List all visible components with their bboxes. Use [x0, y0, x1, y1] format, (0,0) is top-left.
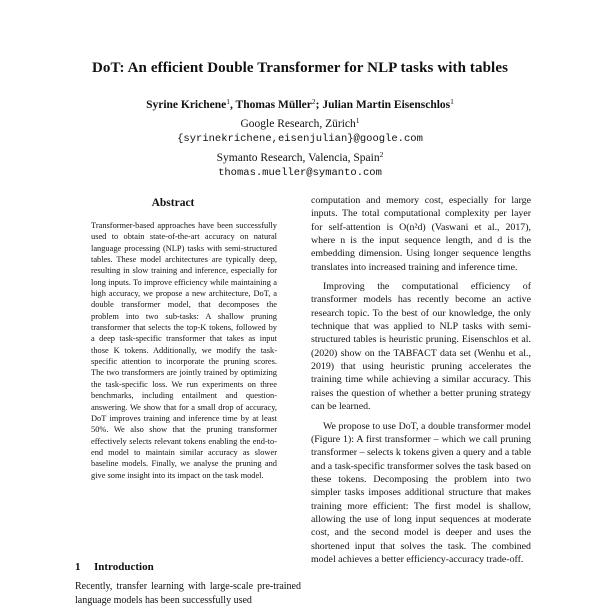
affiliation-mark: 2 [379, 150, 384, 159]
author-affiliation-mark: 1 [450, 97, 454, 106]
section-number: 1 [75, 561, 81, 573]
body-paragraph: computation and memory cost, especially for large inputs. The total computational complexity per layer for self-attention is O(n²d) (Vaswani et al., 2017), where n is the input sequence length, and d is the embedding dimension. Using longer sequence lengths translates into increased training and inference time. [311, 195, 531, 273]
author-affiliation-mark: 1 [226, 97, 230, 106]
intro-paragraph: Recently, transfer learning with large-scale pre-trained language models has been successfully used [75, 581, 301, 606]
affiliation-name: Symanto Research, Valencia, Spain [216, 152, 380, 164]
author-separator: , [229, 99, 236, 111]
abstract-heading: Abstract [151, 197, 195, 209]
right-column [311, 194, 531, 566]
author-separator: ; [315, 99, 323, 111]
body-paragraph: We propose to use DoT, a double transformer model (Figure 1): A first transformer – which we call pruning transformer – selects k tokens given a query and a table and a task-specific transformer solves the task based on these tokens. Decomposing the problem into two simpler tasks imposes additional structure that makes training more efficient: The first model is shallow, allowing the use of long input sequences at moderate cost, and the second model is deeper and uses the shortened input that solves the task. The combined model achieves a better efficiency-accuracy trade-off. [311, 420, 531, 565]
author-name: Thomas Müller [235, 99, 312, 111]
abstract-text: Transformer-based approaches have been successfully used to obtain state-of-the-art accuracy on natural language processing (NLP) tasks with semi-structured tables. These model architectures are typically deep, resulting in slow training and inference, especially for long inputs. To improve efficiency while maintaining a high accuracy, we propose a new architecture, DoT, a double transformer model, that decomposes the problem into two sub-tasks: A shallow pruning transformer that selects the top-K tokens, followed by a deep task-specific transformer that takes as input those K tokens. Additionally, we modify the task-specific attention to incorporate the pruning scores. The two transformers are jointly trained by optimizing the task-specific loss. We run experiments on three benchmarks, including entailment and question-answering. We show that for a small drop of accuracy, DoT improves training and inference time by at least 50%. We also show that the pruning transformer effectively selects relevant tokens enabling the end-to-end model to maintain similar accuracy as slower baseline models. Finally, we analyse the pruning and give some insight into its impact on the task model. [91, 221, 277, 480]
affiliation-2 [0, 147, 600, 166]
body-paragraph: Improving the computational efficiency of transformer models has recently become an active research topic. To the best of our knowledge, the only technique that was applied to NLP tasks with semi-structured tables is heuristic pruning. Eisenschlos et al. (2020) show on the TABFACT data set (Wenhu et al., 2019) that using heuristic pruning accelerates the training time while achieving a similar accuracy. This raises the question of whether a better pruning strategy can be learned. [311, 281, 531, 413]
section-title: Introduction [94, 561, 154, 573]
section-heading [75, 561, 154, 573]
author-name: Syrine Krichene [146, 99, 227, 111]
email-1: {syrinekrichene,eisenjulian}@google.com [177, 133, 423, 145]
author-names [0, 94, 600, 113]
email-2: thomas.mueller@symanto.com [218, 167, 382, 179]
author-name: Julian Martin Eisenschlos [322, 99, 451, 111]
affiliation-name: Google Research, Zürich [240, 118, 356, 130]
paper-title: DoT: An efficient Double Transformer for NLP tasks with tables [91, 60, 509, 76]
affiliation-mark: 1 [355, 116, 360, 125]
author-block [0, 94, 600, 181]
author-affiliation-mark: 2 [311, 97, 316, 106]
affiliation-1 [0, 113, 600, 132]
